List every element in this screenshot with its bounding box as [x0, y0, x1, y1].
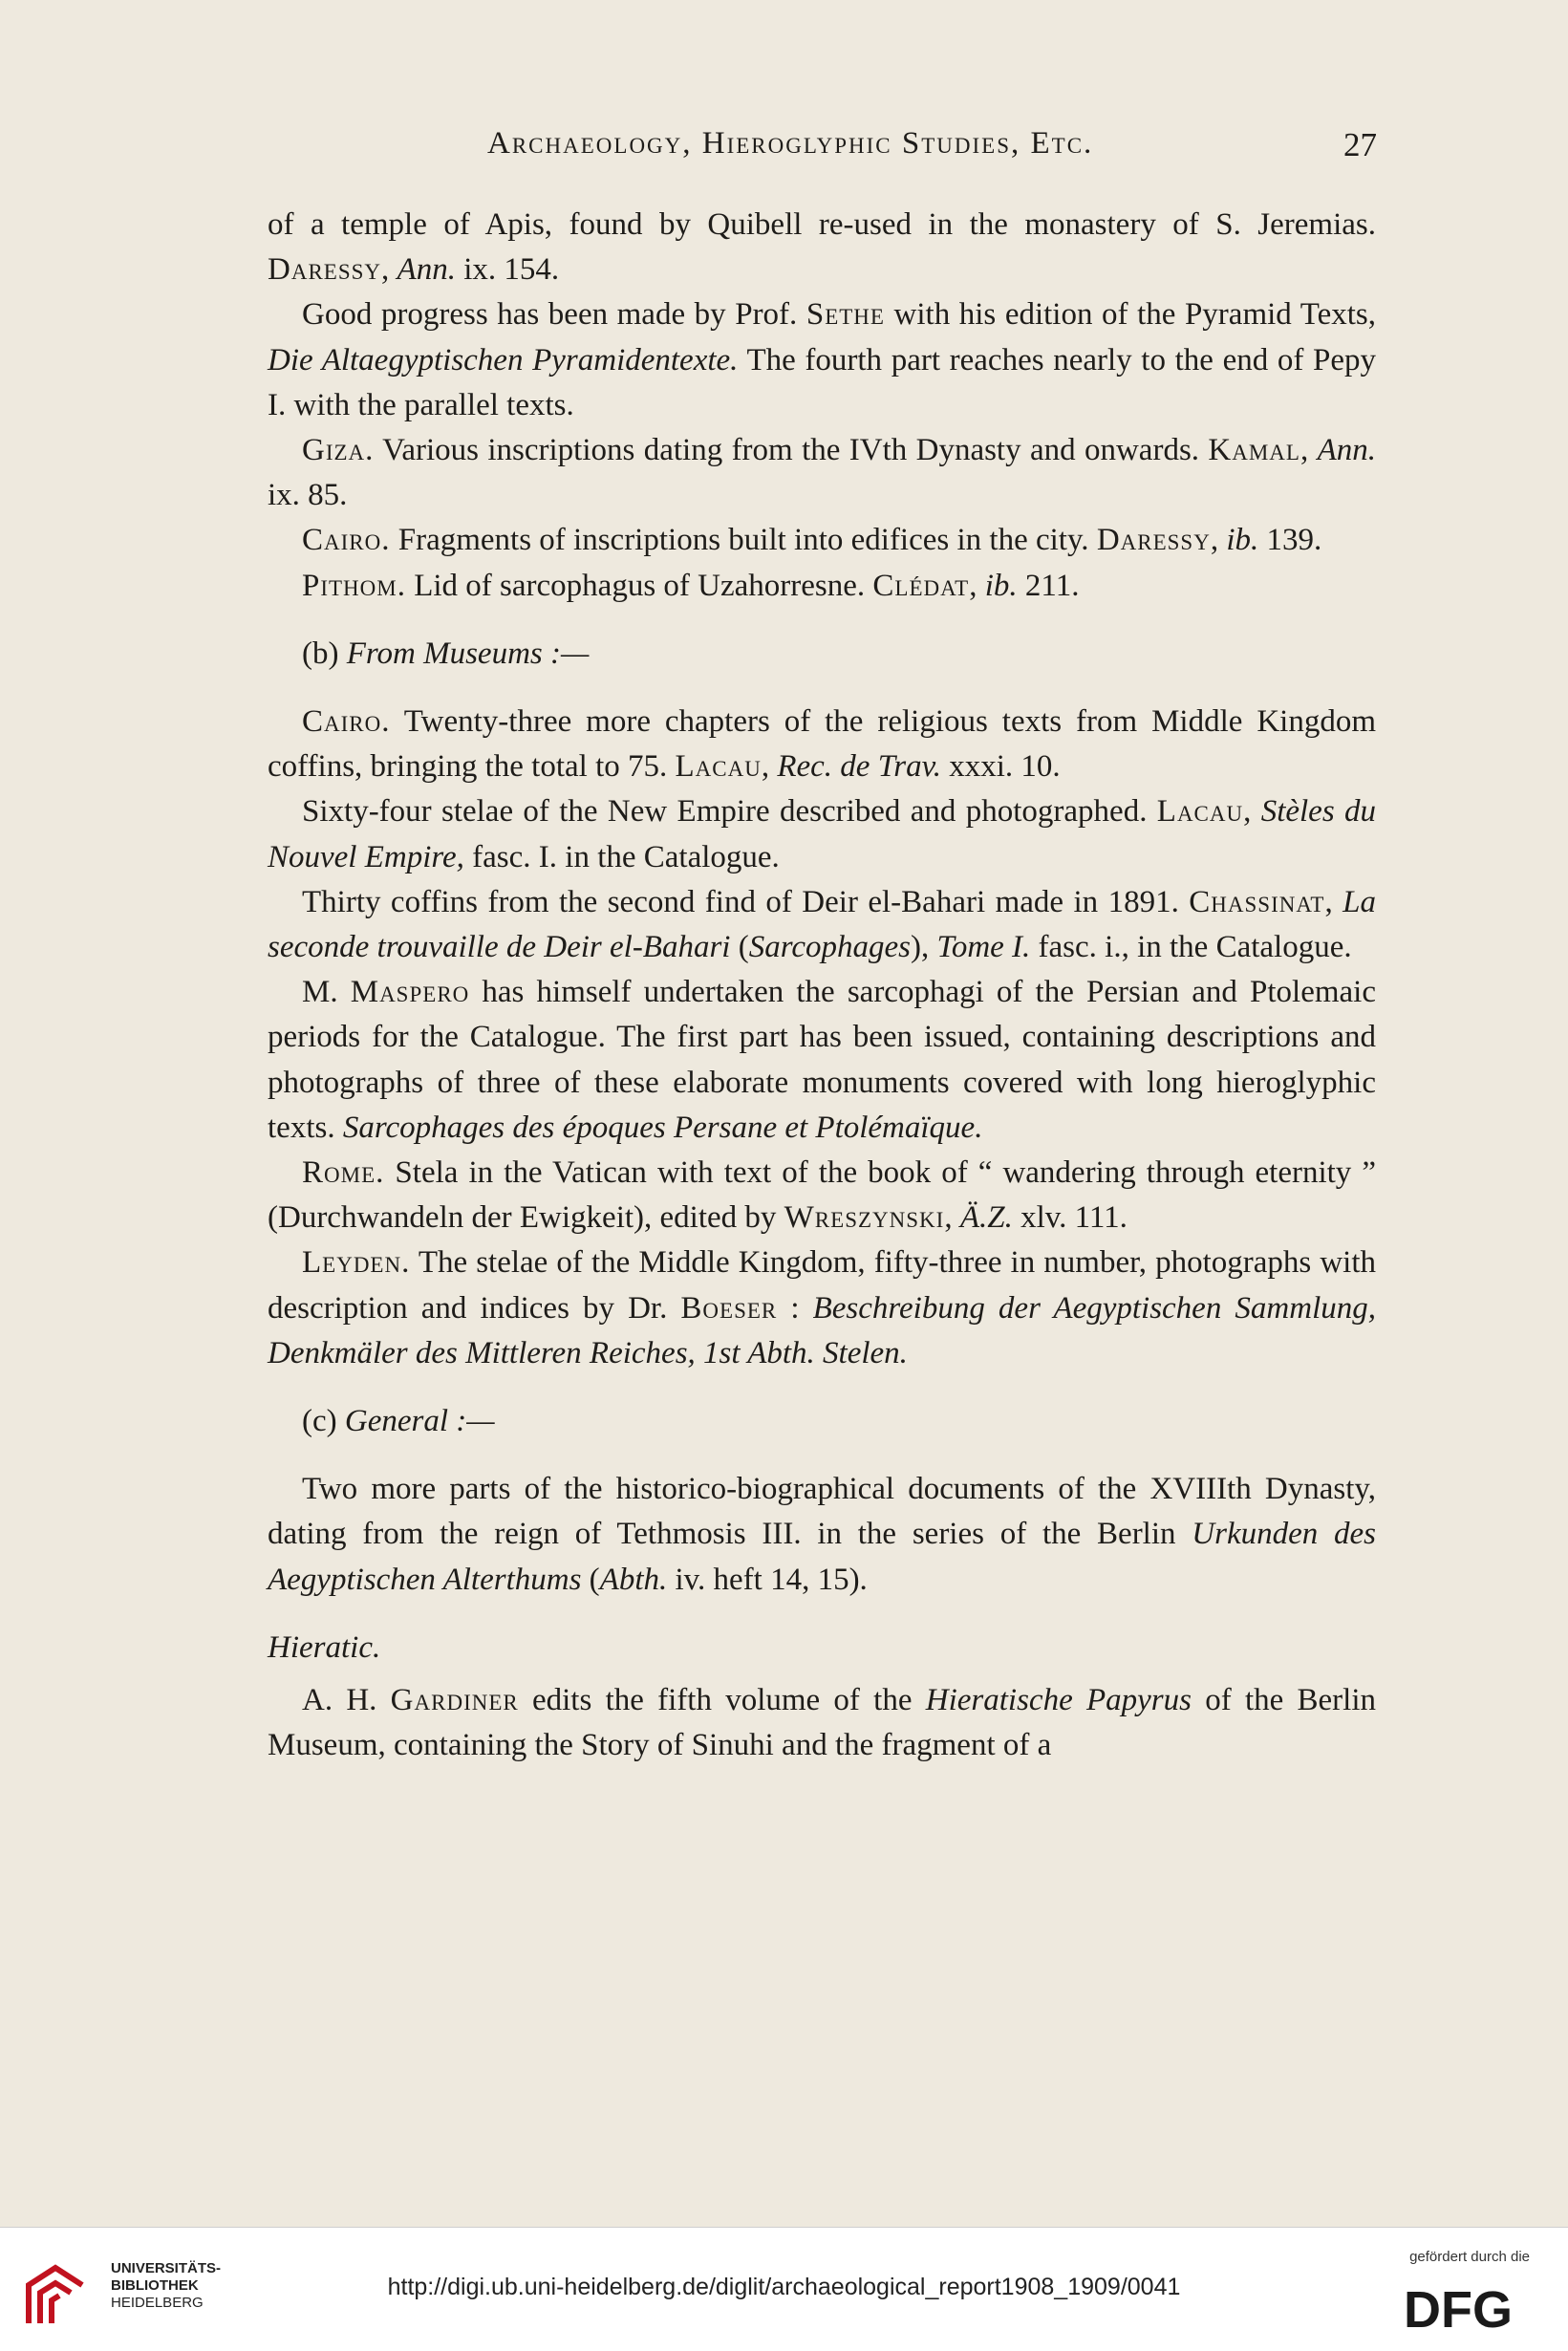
paragraph-giza: Giza. Various inscriptions dating from the IVth Dynasty and onwards. Kamal, Ann. ix. 85. [268, 433, 1377, 513]
page-header [268, 126, 1377, 174]
funded-by-label: gefördert durch die [1409, 2249, 1530, 2265]
paragraph-rome: Rome. Stela in the Vatican with text of the book of “ wandering through eternity ” (Durchwandeln der Ewigkeit), edited by Wreszynski, Ä.Z. xlv. 111. [268, 1155, 1376, 1236]
library-name-line: HEIDELBERG [111, 2295, 204, 2311]
paragraph-pyramid-texts: Good progress has been made by Prof. Sethe with his edition of the Pyramid Texts, Die Altaegyptischen Pyramidentexte. The fourth part reaches nearly to the end of Pepy I. with the parallel texts. [268, 297, 1376, 422]
page-number: 27 [1343, 126, 1377, 163]
paragraph-cairo-coffins: Cairo. Twenty-three more chapters of the religious texts from Middle Kingdom coffins, bringing the total to 75. Lacau, Rec. de Trav. xxxi. 10. [268, 704, 1376, 785]
paragraph-pithom: Pithom. Lid of sarcophagus of Uzahorresne. Clédat, ib. 211. [302, 568, 1080, 603]
section-heading-museums: (b) From Museums :— [302, 636, 590, 671]
running-head: Archaeology, Hieroglyphic Studies, Etc. [487, 126, 1094, 161]
paragraph-stelae-new-empire: Sixty-four stelae of the New Empire described and photographed. Lacau, Stèles du Nouvel Empire, fasc. I. in the Catalogue. [268, 794, 1376, 874]
library-name-line: BIBLIOTHEK [111, 2277, 199, 2294]
section-heading-general: (c) General :— [302, 1404, 495, 1439]
paragraph-thirty-coffins: Thirty coffins from the second find of Deir el-Bahari made in 1891. Chassinat, La seconde trouvaille de Deir el-Bahari (Sarcophages), Tome I. fasc. i., in the Catalogue. [268, 884, 1376, 965]
body-text [268, 203, 1376, 1769]
paragraph-cairo-fragments: Cairo. Fragments of inscriptions built into edifices in the city. Daressy, ib. 139. [302, 523, 1322, 558]
paragraph-leyden: Leyden. The stelae of the Middle Kingdom, fifty-three in number, photographs with description and indices by Dr. Boeser : Beschreibung der Aegyptischen Sammlung, Denkmäler des Mittleren Reiches, 1st Abth. Stelen. [268, 1245, 1376, 1370]
digitization-footer [0, 2227, 1568, 2351]
paragraph-historico-biographical: Two more parts of the historico-biographical documents of the XVIIIth Dynasty, dating from the reign of Tethmosis III. in the series of the Berlin Urkunden des Aegyptischen Alterthums (Abth. iv. heft 14, 15). [268, 1472, 1376, 1597]
dfg-logo-icon [1386, 2281, 1530, 2335]
permalink-url[interactable]: http://digi.ub.uni-heidelberg.de/diglit/archaeological_report1908_1909/0041 [387, 2274, 1181, 2300]
paragraph-gardiner: A. H. Gardiner edits the fifth volume of the Hieratische Papyrus of the Berlin Museum, containing the Story of Sinuhi and the fragment of a [268, 1683, 1376, 1763]
paragraph-maspero: M. Maspero has himself undertaken the sarcophagi of the Persian and Ptolemaic periods for the Catalogue. The first part has been issued, containing descriptions and photographs of three of these elaborate monuments covered with long hieroglyphic texts. Sarcophages des époques Persane et Ptolémaïque. [268, 975, 1376, 1145]
section-heading-hieratic: Hieratic. [268, 1629, 381, 1665]
dfg-logo-text: DFG [1404, 2281, 1513, 2335]
paragraph-apis-temple: of a temple of Apis, found by Quibell re-used in the monastery of S. Jeremias. Daressy, Ann. ix. 154. [268, 207, 1376, 288]
library-name-line: UNIVERSITÄTS- [111, 2260, 222, 2276]
